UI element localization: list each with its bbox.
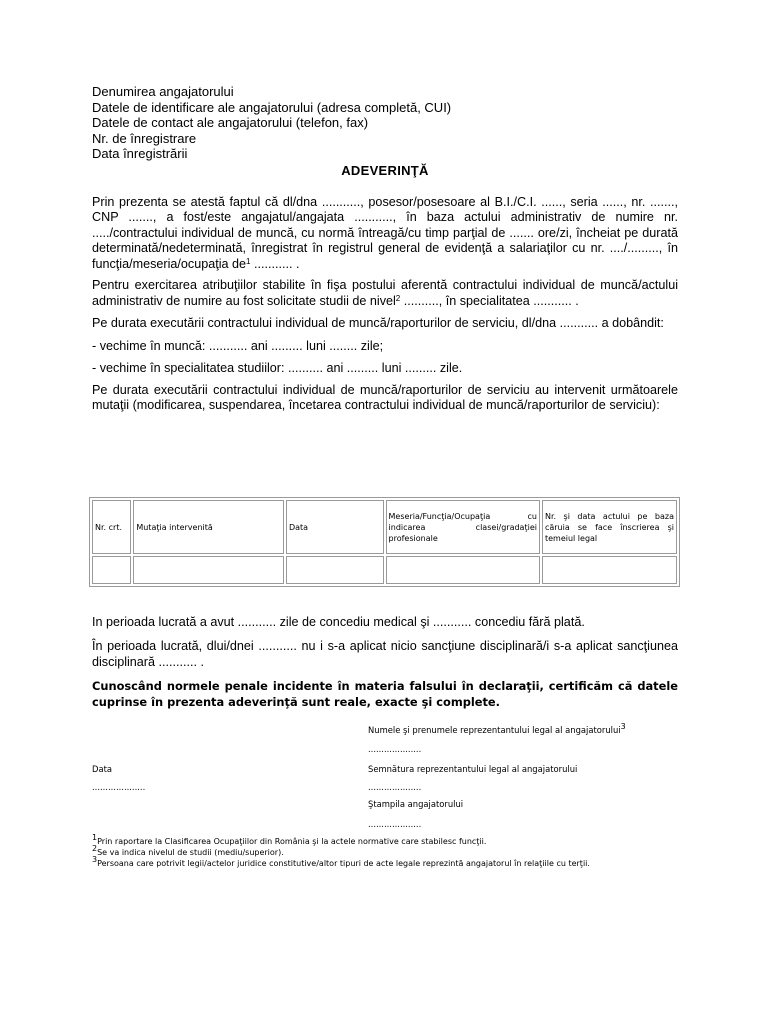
table-header-row — [92, 500, 677, 554]
table-cell — [542, 556, 677, 584]
stamp-label: Ştampila angajatorului — [368, 799, 464, 809]
signature-dots: .................... — [368, 782, 422, 792]
date-label: Data — [92, 764, 112, 774]
table-row — [92, 556, 677, 584]
footnote-1: $^1$Prin raportare la Clasificarea Ocupaţiilor din România şi la actele normative care stabilesc funcţii. — [92, 833, 487, 846]
table-header-act: Nr. şi data actului pe baza căruia se face înscrierea şi temeiul legal — [542, 500, 677, 554]
representative-name-label: Numele şi prenumele reprezentantului legal al angajatorului$^3$ — [368, 722, 626, 735]
employer-id-label: Datele de identificare ale angajatorului (adresa completă, CUI) — [92, 99, 452, 115]
table-cell — [133, 556, 284, 584]
paragraph-mutations: Pe durata executării contractului individual de muncă/raporturilor de serviciu au intervenit următoarele mutaţii (modificarea, suspendarea, încetarea contractului individual de muncă/raporturilor de serviciu): — [92, 382, 678, 412]
table-cell — [386, 556, 540, 584]
paragraph-specialty-seniority: - vechime în specialitatea studiilor: .......... ani ......... luni ......... zile. — [92, 361, 463, 375]
date-dots: .................... — [92, 782, 146, 792]
table-header-nr: Nr. crt. — [92, 500, 131, 554]
paragraph-leave: In perioada lucrată a avut ........... zile de concediu medical şi ........... concediu fără plată. — [92, 615, 585, 629]
employer-name-label: Denumirea angajatorului — [92, 84, 234, 99]
employer-contact-label: Datele de contact ale angajatorului (telefon, fax) — [92, 115, 369, 130]
document-title: ADEVERINŢĂ — [341, 162, 429, 178]
table-cell — [92, 556, 131, 584]
table-header-mutation: Mutaţia intervenită — [133, 500, 284, 554]
footnote-2: $^2$Se va indica nivelul de studii (mediu/superior). — [92, 844, 284, 857]
paragraph-attestation: Prin prezenta se atestă faptul că dl/dna ..........., posesor/posesoare al B.I./C.I. ......, seria ......, nr. ......., CNP ......., a fost/este angajatul/angajata ..........., în baza actului administrativ de numire nr. ...../contractului individual de muncă, cu normă întreagă/cu timp parţial de ....... ore/zi, încheiat pe durată determinată/nedeterminată, înregistrat în registrul general de evidenţă a salariaţilor cu nr. ..../........., în funcţia/meseria/ocupaţia $de^1$ ........... . — [92, 194, 678, 271]
paragraph-declaration: Cunoscând normele penale incidente în materia falsului în declaraţii, certificăm că datele cuprinse în prezenta adeverinţă sunt reale, exacte şi complete. — [92, 679, 678, 709]
representative-name-dots: .................... — [368, 744, 422, 754]
registration-number-label: Nr. de înregistrare — [92, 130, 197, 146]
stamp-dots: .................... — [368, 819, 422, 829]
signature-label: Semnătura reprezentantului legal al angajatorului — [368, 764, 578, 774]
mutations-table — [89, 497, 680, 587]
paragraph-work-seniority: - vechime în muncă: ........... ani ......... luni ........ zile; — [92, 338, 384, 353]
table-cell — [286, 556, 384, 584]
paragraph-sanctions: În perioada lucrată, dlui/dnei ........... nu i s-a aplicat nicio sancţiune disciplinară/i s-a aplicat sancţiunea disciplinară ........... . — [92, 639, 678, 669]
table-header-occupation: Meseria/Funcţia/Ocupaţia cu indicarea clasei/gradaţiei profesionale — [386, 500, 540, 554]
document-page — [92, 84, 678, 414]
paragraph-seniority-intro: Pe durata executării contractului individual de muncă/raporturilor de serviciu, dl/dna ........... a dobândit: — [92, 316, 664, 330]
table-header-date: Data — [286, 500, 384, 554]
employer-header — [92, 84, 678, 162]
paragraph-studies: Pentru exercitarea atribuţiilor stabilite în fişa postului aferentă contractului individual de muncă/actului administrativ de numire au fost solicitate studii de nivel$^2$ .........., în specialitatea ........... . — [92, 278, 678, 308]
footnote-3: $^3$Persoana care potrivit legii/actelor juridice constitutive/altor tipuri de acte legale reprezintă angajatorul în relaţiile cu terţii. — [92, 855, 590, 868]
registration-date-label: Data înregistrării — [92, 146, 188, 161]
